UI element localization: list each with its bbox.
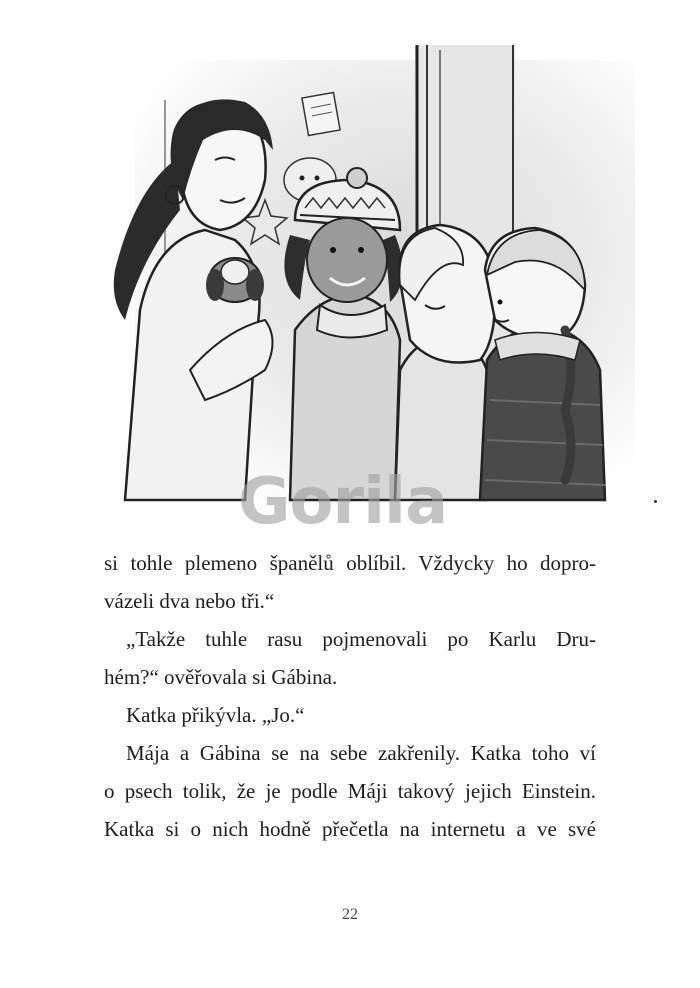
text-line: Mája a Gábina se na sebe zakřenily. Katka toho ví	[126, 741, 596, 765]
text-line: „Takže tuhle rasu pojmenovali po Karlu Dru-	[126, 627, 596, 651]
text-line: hém?“ ověřovala si Gábina.	[104, 665, 338, 689]
text-line: Katka si o nich hodně přečetla na internetu a ve své	[104, 817, 596, 841]
speck	[654, 500, 657, 503]
text-line: vázeli dva nebo tři.“	[104, 589, 275, 613]
text-line: o psech tolik, že je podle Máji takový jejich Einstein.	[104, 779, 596, 803]
watermark-logo: Gorila	[238, 465, 448, 539]
illustration	[95, 40, 640, 505]
text-line: si tohle plemeno španělů oblíbil. Vždycky ho dopro-	[104, 551, 596, 575]
page-number: 22	[342, 906, 358, 923]
children-with-puppy-illustration	[95, 40, 640, 505]
body-text	[104, 544, 596, 848]
text-line: Katka přikývla. „Jo.“	[126, 703, 305, 727]
